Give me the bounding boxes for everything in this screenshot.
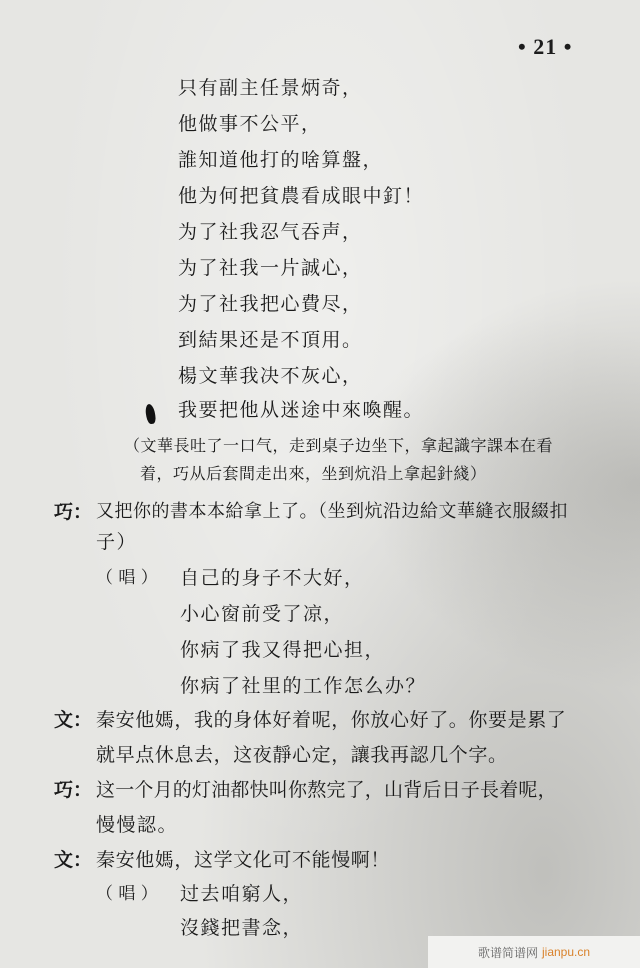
verse-line: 他为何把貧農看成眼中釘！ [178,185,425,207]
verse-line: 为了社我忍气吞声， [178,221,363,243]
dialogue-line: 秦安他媽，这学文化可不能慢啊！ [96,849,391,871]
dialogue-line: 又把你的書本本給拿上了。（坐到炕沿边給文華縫衣服綴扣 [96,501,568,522]
sing-tag: （ 唱 ） [96,884,158,904]
verse-line: 只有副主任景炳奇， [178,77,363,99]
dialogue-line: 这一个月的灯油都快叫你熬完了，山背后日子長着呢， [96,779,557,801]
verse-line: 过去咱窮人， [180,883,304,905]
verse-line: 到結果还是不頂用。 [178,329,363,351]
ink-blot-mark [144,403,156,424]
verse-line: 楊文華我决不灰心， [178,365,363,387]
verse-line: 你病了我又得把心担， [180,639,386,661]
verse-line: 为了社我一片誠心， [178,257,363,279]
stage-direction-line: 着，巧从后套間走出來，坐到炕沿上拿起針綫） [140,464,487,483]
dialogue-line: 就早点休息去，这夜靜心定，讓我再認几个字。 [96,744,508,766]
speaker-label: 巧： [54,779,93,801]
verse-line: 你病了社里的工作怎么办？ [180,675,427,697]
verse-line: 小心窗前受了凉， [180,603,345,625]
speaker-label: 巧： [54,501,93,523]
dialogue-line: 慢慢認。 [96,814,179,836]
verse-line: 我要把他从迷途中來喚醒。 [178,399,425,421]
sing-tag: （ 唱 ） [96,568,158,588]
verse-line: 他做事不公平， [178,113,322,135]
watermark [428,936,640,968]
speaker-label: 文： [54,709,93,731]
watermark-url: jianpu.cn [541,945,591,959]
verse-line: 自己的身子不大好， [180,567,365,589]
watermark-text: 歌谱简谱网 [477,945,538,960]
stage-direction-line: （文華長吐了一口气，走到桌子边坐下，拿起識字課本在看 [124,436,554,455]
verse-line: 誰知道他打的啥算盤， [178,149,384,171]
dialogue-line: 子） [96,531,138,553]
page-number: • 21 • [518,34,573,59]
dialogue-line: 秦安他媽，我的身体好着呢，你放心好了。你要是累了 [96,709,567,731]
speaker-label: 文： [54,849,93,871]
verse-line: 为了社我把心費尽， [178,293,363,315]
verse-line: 沒錢把書念， [180,917,304,939]
